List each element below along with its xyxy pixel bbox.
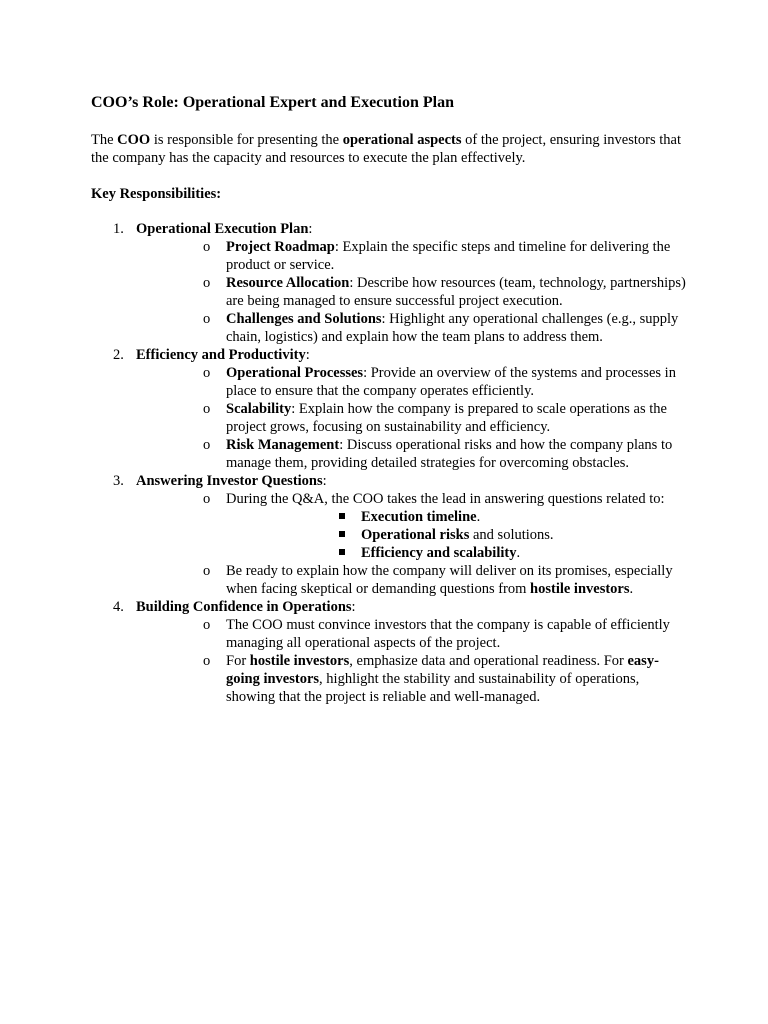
sub-item-text: : Explain the specific steps and timeline for delivering the product or service. xyxy=(226,239,671,273)
sub-item-bold: hostile investors xyxy=(530,581,630,597)
nested-item-bold: Execution timeline xyxy=(361,509,477,525)
sub-list-item xyxy=(136,562,691,598)
list-number: 4. xyxy=(113,599,124,615)
square-bullet-icon xyxy=(339,513,345,519)
circle-bullet-icon: o xyxy=(203,617,211,633)
sub-item-text: Be ready to explain how the company will deliver on its promises, especially when facing skeptical or demanding questions from xyxy=(226,563,673,597)
sub-list-item xyxy=(136,490,691,562)
sub-list-item xyxy=(136,364,691,400)
list-number: 2. xyxy=(113,347,124,363)
item-colon: : xyxy=(322,473,327,489)
sub-list-item xyxy=(136,238,691,274)
sub-list xyxy=(136,238,691,346)
sub-item-bold: Project Roadmap xyxy=(226,239,335,255)
square-bullet-icon xyxy=(339,549,345,555)
sub-item-bold: easy-going investors xyxy=(226,653,659,687)
circle-bullet-icon: o xyxy=(203,653,211,669)
item-title: Operational Execution Plan xyxy=(136,221,309,237)
circle-bullet-icon: o xyxy=(203,491,211,507)
intro-bold-operational-aspects: operational aspects xyxy=(342,132,462,148)
sub-list-item xyxy=(136,310,691,346)
item-colon: : xyxy=(308,221,313,237)
sub-list xyxy=(136,616,691,706)
sub-item-text: : Describe how resources (team, technology, partnerships) are being managed to ensure successful project execution. xyxy=(226,275,686,309)
responsibilities-list xyxy=(91,220,691,706)
intro-text: is responsible for presenting the xyxy=(150,132,343,148)
intro-bold-coo: COO xyxy=(117,132,151,148)
sub-list xyxy=(136,364,691,472)
nested-item-bold: Operational risks xyxy=(361,527,470,543)
item-title: Efficiency and Productivity xyxy=(136,347,306,363)
item-colon: : xyxy=(351,599,356,615)
sub-item-text: , highlight the stability and sustainability of operations, showing that the project is reliable and well-managed. xyxy=(226,671,640,705)
sub-item-text: : Discuss operational risks and how the company plans to manage them, providing detailed strategies for overcoming obstacles. xyxy=(226,437,673,471)
page-title: COO’s Role: Operational Expert and Execution Plan xyxy=(91,94,454,111)
circle-bullet-icon: o xyxy=(203,239,211,255)
circle-bullet-icon: o xyxy=(203,275,211,291)
sub-item-text: : Explain how the company is prepared to scale operations as the project grows, focusing on sustainability and efficiency. xyxy=(226,401,667,435)
sub-item-text: : Highlight any operational challenges (e.g., supply chain, logistics) and explain how the team plans to address them. xyxy=(226,311,679,345)
sub-list-item xyxy=(136,652,691,706)
sub-item-bold: Resource Allocation xyxy=(226,275,350,291)
nested-item-text: and solutions. xyxy=(469,527,554,543)
nested-list-item xyxy=(226,526,691,544)
nested-item-text: . xyxy=(516,545,521,561)
intro-text: The xyxy=(91,132,118,148)
list-item xyxy=(91,346,691,472)
item-title: Answering Investor Questions xyxy=(136,473,323,489)
intro-paragraph xyxy=(91,131,691,167)
square-bullet-icon xyxy=(339,531,345,537)
sub-item-bold: Operational Processes xyxy=(226,365,364,381)
sub-list-item xyxy=(136,274,691,310)
sub-item-bold: Risk Management xyxy=(226,437,340,453)
section-heading: Key Responsibilities: xyxy=(91,186,222,202)
item-title: Building Confidence in Operations xyxy=(136,599,352,615)
sub-list-item xyxy=(136,616,691,652)
sub-list-item xyxy=(136,436,691,472)
sub-list xyxy=(136,490,691,598)
nested-item-bold: Efficiency and scalability xyxy=(361,545,517,561)
sub-item-bold: hostile investors xyxy=(249,653,350,669)
sub-item-text: . xyxy=(629,581,634,597)
sub-list-item xyxy=(136,400,691,436)
nested-list-item xyxy=(226,508,691,526)
circle-bullet-icon: o xyxy=(203,401,211,417)
sub-item-text: , emphasize data and operational readiness. For xyxy=(349,653,628,669)
intro-text: of the project, ensuring investors that the company has the capacity and resources to execute the plan effectively. xyxy=(91,132,681,166)
sub-item-text: For xyxy=(226,653,250,669)
list-item xyxy=(91,472,691,598)
nested-bullet-list xyxy=(226,508,691,562)
sub-item-bold: Scalability xyxy=(226,401,292,417)
nested-item-text: . xyxy=(476,509,481,525)
sub-item-text: During the Q&A, the COO takes the lead in answering questions related to: xyxy=(226,491,665,507)
nested-list-item xyxy=(226,544,691,562)
sub-item-text: : Provide an overview of the systems and processes in place to ensure that the company operates efficiently. xyxy=(226,365,676,399)
circle-bullet-icon: o xyxy=(203,311,211,327)
sub-item-bold: Challenges and Solutions xyxy=(226,311,382,327)
circle-bullet-icon: o xyxy=(203,365,211,381)
list-number: 3. xyxy=(113,473,124,489)
item-colon: : xyxy=(305,347,310,363)
list-number: 1. xyxy=(113,221,124,237)
list-item xyxy=(91,220,691,346)
circle-bullet-icon: o xyxy=(203,437,211,453)
list-item xyxy=(91,598,691,706)
circle-bullet-icon: o xyxy=(203,563,211,579)
sub-item-text: The COO must convince investors that the company is capable of efficiently managing all operational aspects of the project. xyxy=(226,617,670,651)
